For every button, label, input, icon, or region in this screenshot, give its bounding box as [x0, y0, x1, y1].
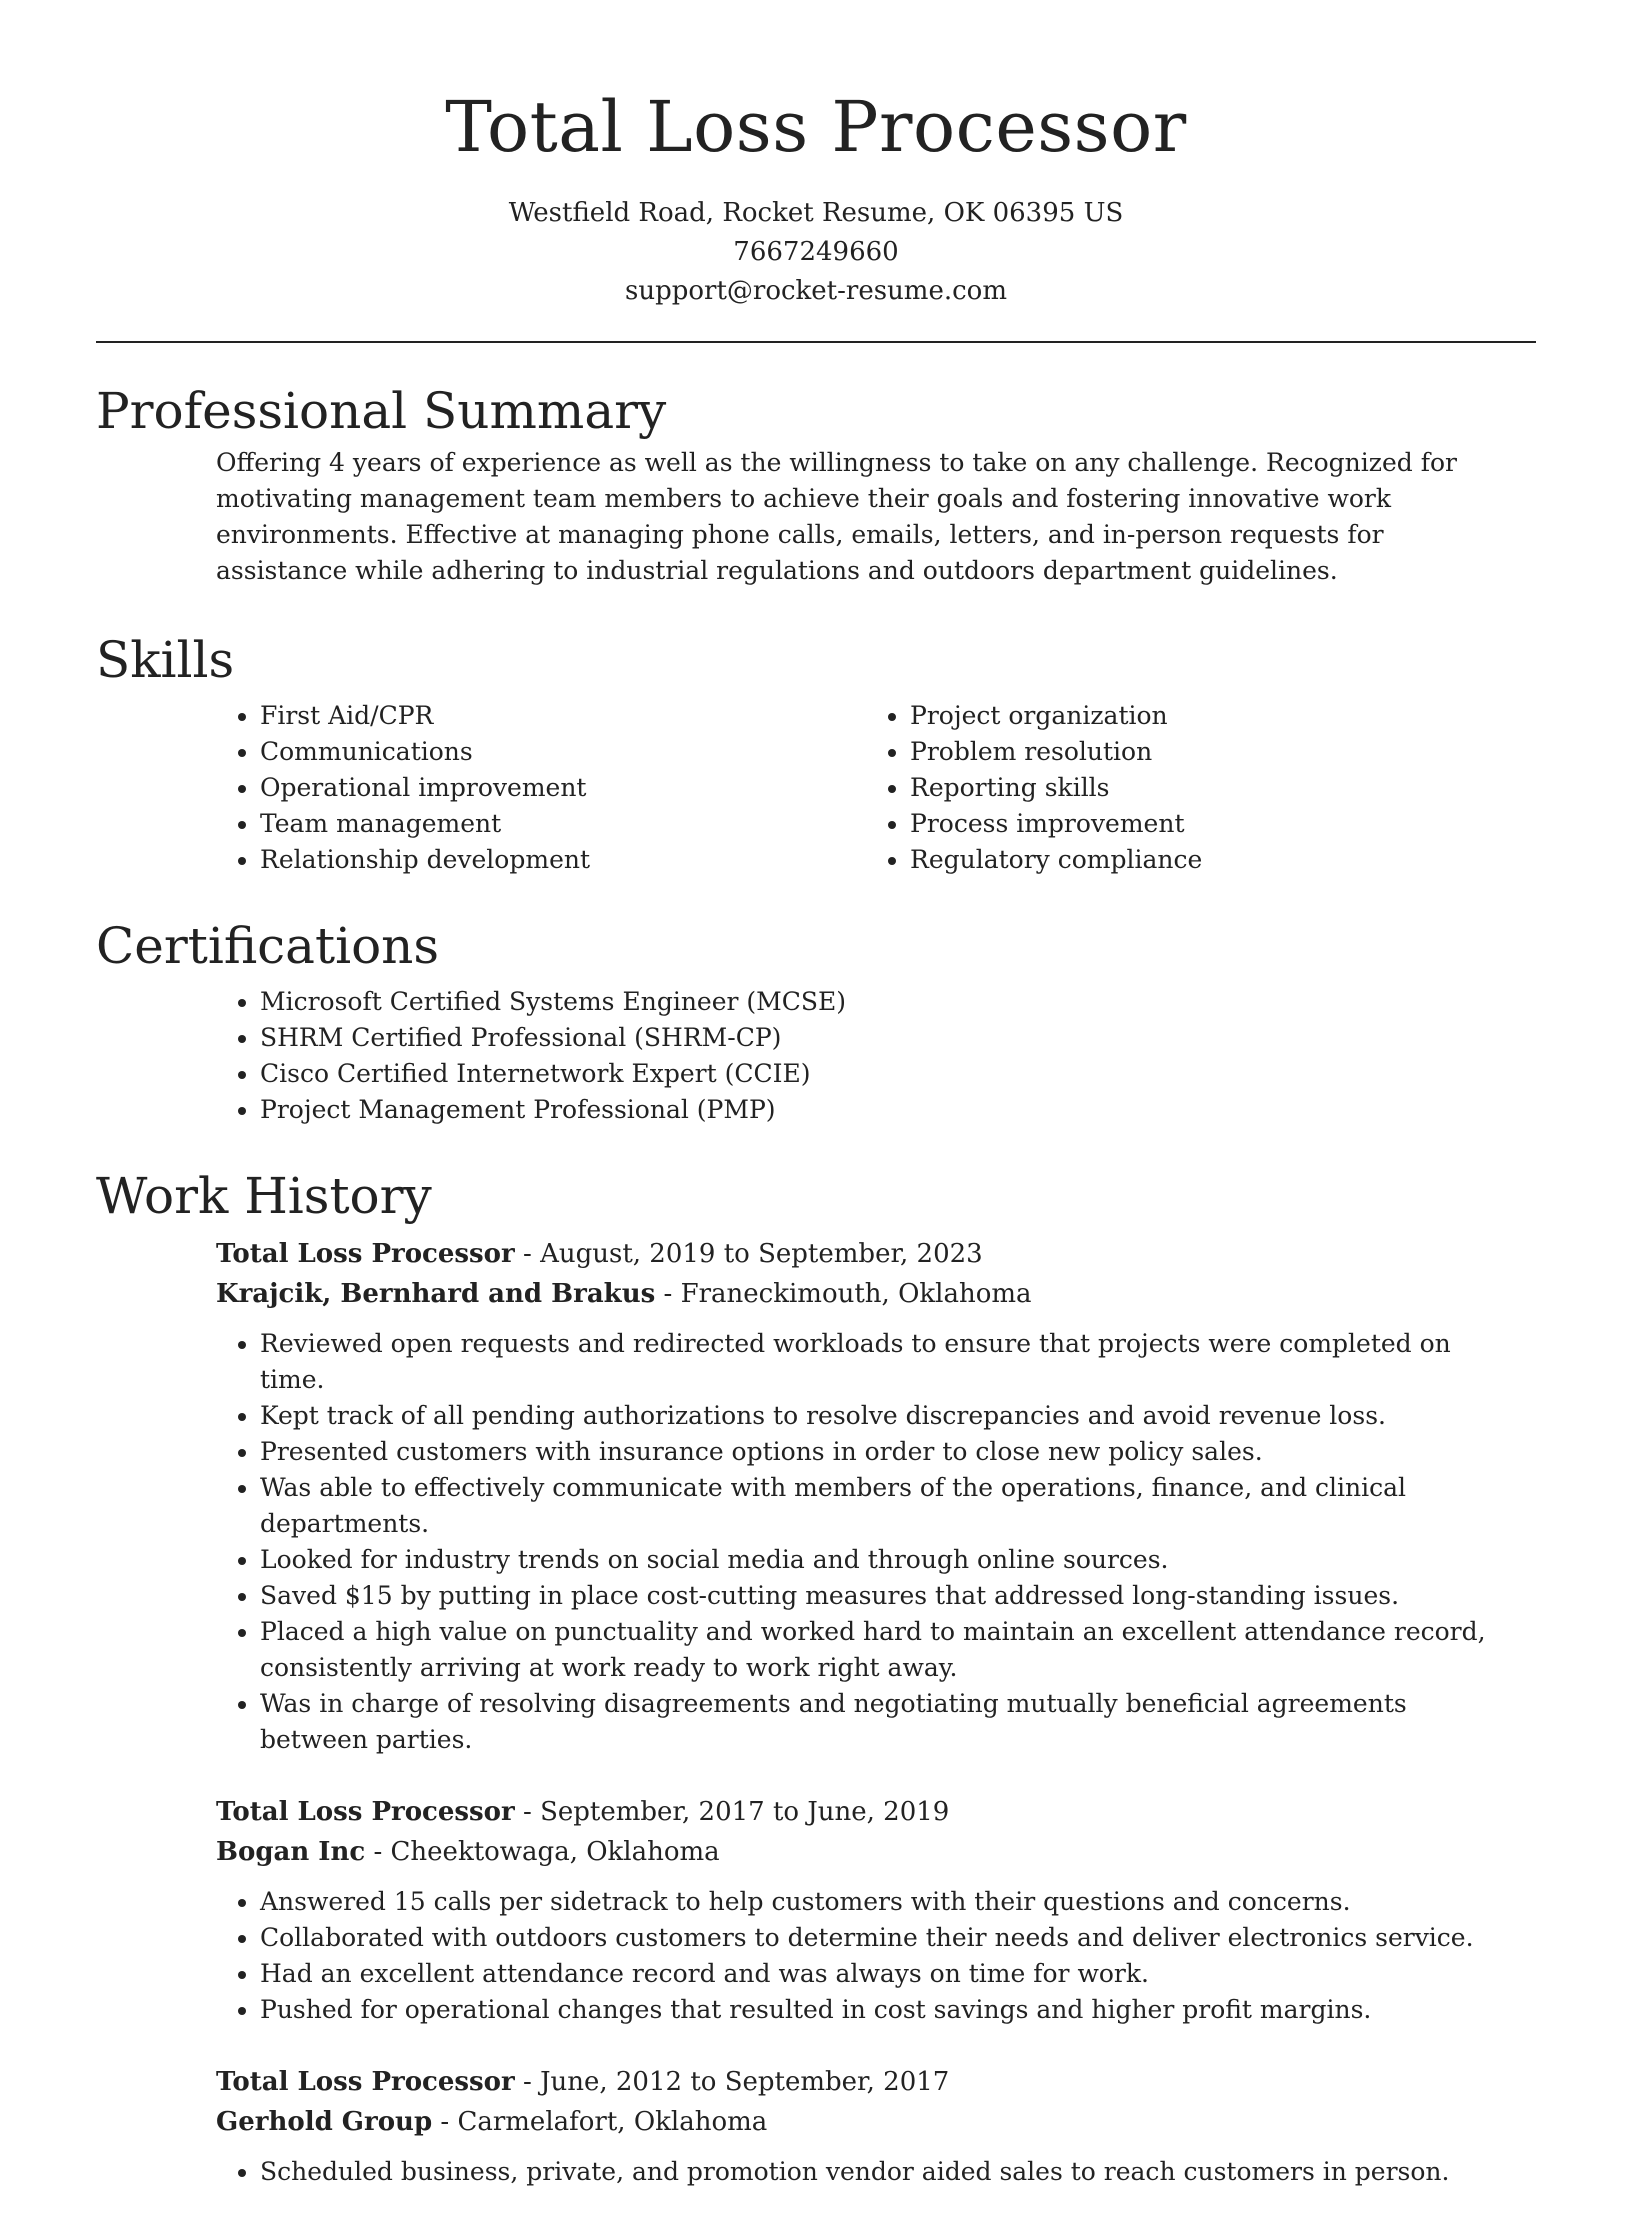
separator: -	[365, 1837, 391, 1867]
job-title: Total Loss Processor	[216, 2067, 515, 2097]
address-line: Westfield Road, Rocket Resume, OK 06395 US	[508, 198, 1124, 228]
job-bullets	[216, 2154, 1516, 2190]
certification-item: • Project Management Professional (PMP)	[260, 1092, 1516, 1128]
job-bullet: • Was able to effectively communicate with members of the operations, finance, and clinical departments.	[260, 1470, 1516, 1542]
contact-info	[0, 194, 1632, 311]
summary-text: Offering 4 years of experience as well as the willingness to take on any challenge. Recognized for motivating management team members to achieve their goals and fostering innovative work environments. Effective at managing phone calls, emails, letters, and in-person requests for assistance while adhering to industrial regulations and outdoors department guidelines.	[216, 448, 1457, 585]
job-bullet: • Scheduled business, private, and promotion vendor aided sales to reach customers in person.	[260, 2154, 1516, 2190]
job-dates: August, 2019 to September, 2023	[540, 1239, 983, 1269]
job-company-line	[216, 1274, 1516, 1314]
header-divider	[96, 341, 1536, 343]
job-title-line	[216, 1792, 1516, 1832]
skills-column-right	[866, 698, 1516, 878]
job-entry	[216, 1234, 1516, 1758]
skill-item: • Operational improvement	[260, 770, 866, 806]
job-bullets	[216, 1326, 1516, 1758]
skills-section	[96, 630, 1536, 878]
job-bullet: • Presented customers with insurance options in order to close new policy sales.	[260, 1434, 1516, 1470]
job-company-line	[216, 1832, 1516, 1872]
resume-header	[0, 0, 1632, 311]
certification-item: • SHRM Certified Professional (SHRM-CP)	[260, 1020, 1516, 1056]
job-bullet: • Had an excellent attendance record and was always on time for work.	[260, 1956, 1516, 1992]
job-entry	[216, 1792, 1516, 2028]
job-dates: September, 2017 to June, 2019	[540, 1797, 950, 1827]
certification-item: • Microsoft Certified Systems Engineer (MCSE)	[260, 984, 1516, 1020]
job-bullet: • Collaborated with outdoors customers to determine their needs and deliver electronics service.	[260, 1920, 1516, 1956]
separator: -	[514, 1239, 541, 1269]
skill-item: • Reporting skills	[910, 770, 1516, 806]
email-line: support@rocket-resume.com	[624, 276, 1007, 306]
skills-column-left	[216, 698, 866, 878]
skill-item: • Problem resolution	[910, 734, 1516, 770]
job-bullet: • Pushed for operational changes that resulted in cost savings and higher profit margins.	[260, 1992, 1516, 2028]
skill-item: • First Aid/CPR	[260, 698, 866, 734]
job-title: Total Loss Processor	[216, 1239, 515, 1269]
job-dates: June, 2012 to September, 2017	[540, 2067, 950, 2097]
phone-line: 7667249660	[733, 237, 899, 267]
skill-item: • Project organization	[910, 698, 1516, 734]
certifications-title: Certifications	[96, 917, 440, 975]
skills-columns	[216, 698, 1516, 878]
skill-item: • Communications	[260, 734, 866, 770]
job-title-line	[216, 2062, 1516, 2102]
job-bullet: • Answered 15 calls per sidetrack to help customers with their questions and concerns.	[260, 1884, 1516, 1920]
separator: -	[655, 1279, 681, 1309]
job-company-line	[216, 2102, 1516, 2142]
job-bullet: • Reviewed open requests and redirected workloads to ensure that projects were completed on time.	[260, 1326, 1516, 1398]
candidate-name: Total Loss Processor	[445, 86, 1187, 168]
summary-section	[96, 381, 1536, 589]
job-bullet: • Saved $15 by putting in place cost-cutting measures that addressed long-standing issues.	[260, 1578, 1516, 1614]
work-history-section	[96, 1166, 1536, 2224]
skill-item: • Process improvement	[910, 806, 1516, 842]
job-bullet: • Looked for industry trends on social media and through online sources.	[260, 1542, 1516, 1578]
summary-title: Professional Summary	[96, 382, 667, 440]
job-title-line	[216, 1234, 1516, 1274]
job-title: Total Loss Processor	[216, 1797, 515, 1827]
job-bullet: • Was in charge of resolving disagreements and negotiating mutually beneficial agreements between parties.	[260, 1686, 1516, 1758]
certifications-section	[96, 916, 1536, 1128]
work-history-title: Work History	[96, 1167, 432, 1225]
separator: -	[432, 2107, 458, 2137]
job-bullets	[216, 1884, 1516, 2028]
job-bullet: • Kept track of all pending authorizations to resolve discrepancies and avoid revenue loss.	[260, 1398, 1516, 1434]
job-company: Bogan Inc	[216, 1837, 366, 1867]
separator: -	[514, 1797, 541, 1827]
skill-item: • Team management	[260, 806, 866, 842]
job-location: Cheektowaga, Oklahoma	[390, 1837, 720, 1867]
separator: -	[514, 2067, 541, 2097]
job-location: Carmelafort, Oklahoma	[457, 2107, 768, 2137]
job-location: Franeckimouth, Oklahoma	[680, 1279, 1032, 1309]
job-company: Gerhold Group	[216, 2107, 433, 2137]
job-bullet: • Placed a high value on punctuality and worked hard to maintain an excellent attendance record, consistently arriving at work ready to work right away.	[260, 1614, 1516, 1686]
certification-item: • Cisco Certified Internetwork Expert (CCIE)	[260, 1056, 1516, 1092]
job-company: Krajcik, Bernhard and Brakus	[216, 1279, 656, 1309]
job-entry	[216, 2062, 1516, 2190]
skill-item: • Relationship development	[260, 842, 866, 878]
skills-title: Skills	[96, 631, 235, 689]
skill-item: • Regulatory compliance	[910, 842, 1516, 878]
jobs-list	[216, 1234, 1516, 2190]
